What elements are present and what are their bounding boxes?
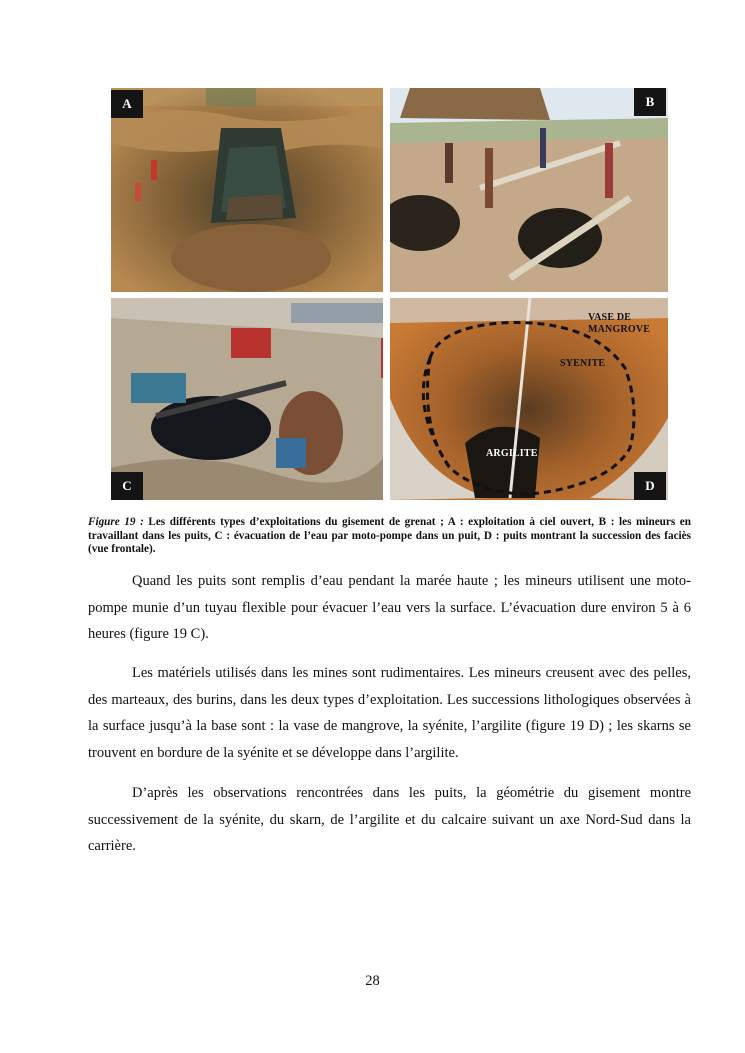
panel-tag-a: A <box>111 90 143 118</box>
photo-panel-a <box>111 88 383 292</box>
figure-19 <box>111 88 668 500</box>
miners-pits-photo <box>390 88 668 292</box>
paragraph-3 <box>88 780 691 860</box>
photo-panel-d <box>390 298 668 500</box>
caption-text: Les différents types d’exploitations du gisement de grenat ; A : exploitation à ciel ouvert, B : les mineurs en travaillant dans les puits, C : évacuation de l’eau par moto-pompe dans un puit, D : puits montrant la succession des faciès (vue frontale). <box>88 516 691 556</box>
caption-lead: Figure 19 : <box>88 516 144 528</box>
page-number: 28 <box>365 973 380 989</box>
label-mangrove: MANGROVE <box>588 324 651 335</box>
paragraph-2 <box>88 660 691 766</box>
open-pit-photo <box>111 88 383 292</box>
figure-caption <box>88 516 691 557</box>
paragraph-1-text: Quand les puits sont remplis d’eau pendant la marée haute ; les mineurs utilisent une moto-pompe munie d’un tuyau flexible pour évacuer l’eau vers la surface. L’évacuation dure environ 5 à 6 heures (figure 19 C). <box>88 573 691 643</box>
label-vase-de: VASE DE <box>588 312 632 323</box>
paragraph-1 <box>88 568 691 648</box>
label-syenite: SYENITE <box>560 358 606 369</box>
paragraph-2-text: Les matériels utilisés dans les mines sont rudimentaires. Les mineurs creusent avec des pelles, des marteaux, des burins, dans les deux types d’exploitation. Les successions lithologiques observées à la surface jusqu’à la base sont : la vase de mangrove, la syénite, l’argilite (figure 19 D) ; les skarns se trouvent en bordure de la syénite et se développe dans l’argilite. <box>88 665 691 761</box>
panel-tag-b: B <box>634 88 666 116</box>
panel-tag-c: C <box>111 472 143 500</box>
panel-tag-d: D <box>634 472 666 500</box>
pump-evacuation-photo <box>111 298 383 500</box>
label-argilite: ARGILITE <box>486 448 538 459</box>
photo-panel-c <box>111 298 383 500</box>
paragraph-3-text: D’après les observations rencontrées dans les puits, la géométrie du gisement montre successivement de la syénite, du skarn, de l’argilite et du calcaire suivant un axe Nord-Sud dans la carrière. <box>88 785 691 855</box>
photo-panel-b <box>390 88 668 292</box>
